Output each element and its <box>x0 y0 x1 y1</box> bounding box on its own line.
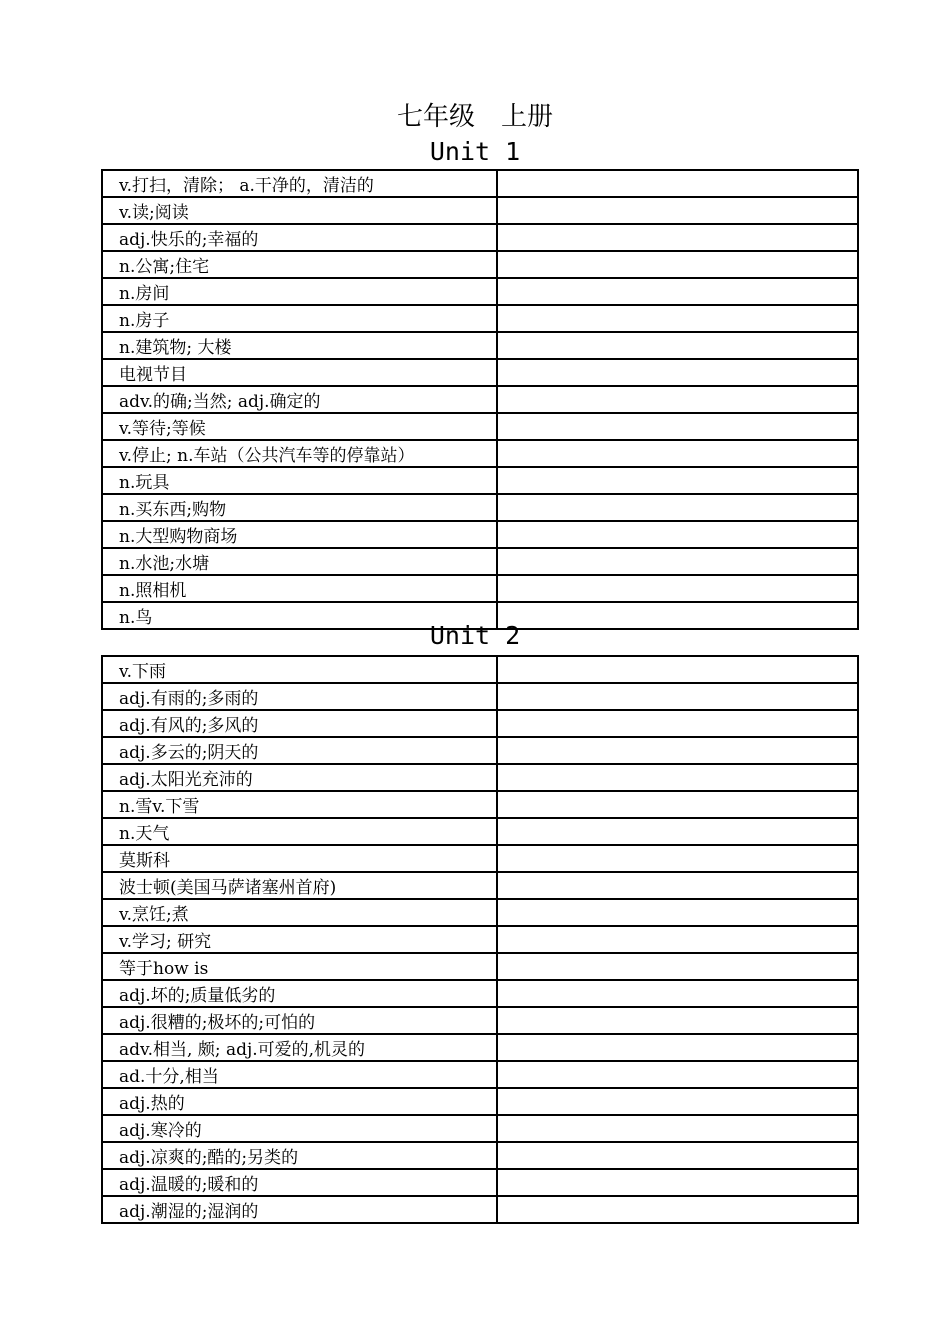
definition-cell: adj.温暖的;暖和的 <box>102 1169 497 1196</box>
definition-cell: 莫斯科 <box>102 845 497 872</box>
vocab-row <box>102 1088 858 1115</box>
definition-cell: n.房子 <box>102 305 497 332</box>
page-title: 七年级 上册 <box>396 102 553 132</box>
answer-cell[interactable] <box>497 197 858 224</box>
answer-cell[interactable] <box>497 359 858 386</box>
unit-2-vocab-table <box>101 655 859 1224</box>
vocab-row <box>102 197 858 224</box>
vocab-row <box>102 1115 858 1142</box>
vocab-row <box>102 386 858 413</box>
definition-cell: adj.潮湿的;湿润的 <box>102 1196 497 1223</box>
definition-cell: v.学习; 研究 <box>102 926 497 953</box>
answer-cell[interactable] <box>497 332 858 359</box>
definition-cell: n.鸟 <box>102 602 497 629</box>
answer-cell[interactable] <box>497 413 858 440</box>
definition-cell: v.下雨 <box>102 656 497 683</box>
vocab-row <box>102 953 858 980</box>
vocab-row <box>102 413 858 440</box>
answer-cell[interactable] <box>497 278 858 305</box>
answer-cell[interactable] <box>497 980 858 1007</box>
vocab-row <box>102 305 858 332</box>
vocab-row <box>102 845 858 872</box>
vocab-row <box>102 899 858 926</box>
answer-cell[interactable] <box>497 1169 858 1196</box>
definition-cell: n.水池;水塘 <box>102 548 497 575</box>
answer-cell[interactable] <box>497 305 858 332</box>
vocab-row <box>102 818 858 845</box>
vocab-row <box>102 683 858 710</box>
definition-cell: adj.很糟的;极坏的;可怕的 <box>102 1007 497 1034</box>
answer-cell[interactable] <box>497 251 858 278</box>
vocab-row <box>102 278 858 305</box>
answer-cell[interactable] <box>497 521 858 548</box>
answer-cell[interactable] <box>497 467 858 494</box>
answer-cell[interactable] <box>497 818 858 845</box>
definition-cell: adv.相当, 颇; adj.可爱的,机灵的 <box>102 1034 497 1061</box>
definition-cell: n.房间 <box>102 278 497 305</box>
vocab-row <box>102 251 858 278</box>
answer-cell[interactable] <box>497 926 858 953</box>
answer-cell[interactable] <box>497 1088 858 1115</box>
definition-cell: adj.有雨的;多雨的 <box>102 683 497 710</box>
vocab-row <box>102 1034 858 1061</box>
answer-cell[interactable] <box>497 386 858 413</box>
answer-cell[interactable] <box>497 548 858 575</box>
answer-cell[interactable] <box>497 845 858 872</box>
answer-cell[interactable] <box>497 953 858 980</box>
definition-cell: adj.太阳光充沛的 <box>102 764 497 791</box>
answer-cell[interactable] <box>497 1115 858 1142</box>
definition-cell: n.建筑物; 大楼 <box>102 332 497 359</box>
definition-cell: n.大型购物商场 <box>102 521 497 548</box>
definition-cell: v.读;阅读 <box>102 197 497 224</box>
answer-cell[interactable] <box>497 440 858 467</box>
definition-cell: adv.的确;当然; adj.确定的 <box>102 386 497 413</box>
definition-cell: adj.坏的;质量低劣的 <box>102 980 497 1007</box>
vocab-row <box>102 791 858 818</box>
answer-cell[interactable] <box>497 1061 858 1088</box>
definition-cell: v.停止; n.车站（公共汽车等的停靠站） <box>102 440 497 467</box>
vocab-row <box>102 332 858 359</box>
vocab-row <box>102 575 858 602</box>
vocab-row <box>102 980 858 1007</box>
vocab-row <box>102 494 858 521</box>
definition-cell: 等于how is <box>102 953 497 980</box>
answer-cell[interactable] <box>497 1196 858 1223</box>
vocab-row <box>102 467 858 494</box>
answer-cell[interactable] <box>497 170 858 197</box>
definition-cell: 电视节目 <box>102 359 497 386</box>
answer-cell[interactable] <box>497 656 858 683</box>
vocab-row <box>102 1142 858 1169</box>
answer-cell[interactable] <box>497 1007 858 1034</box>
vocab-row <box>102 440 858 467</box>
definition-cell: adj.快乐的;幸福的 <box>102 224 497 251</box>
definition-cell: n.天气 <box>102 818 497 845</box>
vocab-row <box>102 224 858 251</box>
definition-cell: n.买东西;购物 <box>102 494 497 521</box>
vocab-row <box>102 170 858 197</box>
vocab-row <box>102 548 858 575</box>
vocab-row <box>102 710 858 737</box>
definition-cell: n.玩具 <box>102 467 497 494</box>
unit-1-title: Unit 1 <box>429 137 521 166</box>
answer-cell[interactable] <box>497 494 858 521</box>
vocab-row <box>102 764 858 791</box>
definition-cell: adj.凉爽的;酷的;另类的 <box>102 1142 497 1169</box>
definition-cell: n.雪v.下雪 <box>102 791 497 818</box>
definition-cell: n.公寓;住宅 <box>102 251 497 278</box>
answer-cell[interactable] <box>497 710 858 737</box>
vocab-row <box>102 872 858 899</box>
vocab-row <box>102 521 858 548</box>
definition-cell: adj.热的 <box>102 1088 497 1115</box>
answer-cell[interactable] <box>497 224 858 251</box>
definition-cell: v.打扫，清除； a.干净的，清洁的 <box>102 170 497 197</box>
vocab-row <box>102 1196 858 1223</box>
vocab-row <box>102 1007 858 1034</box>
vocab-row <box>102 1061 858 1088</box>
answer-cell[interactable] <box>497 764 858 791</box>
answer-cell[interactable] <box>497 575 858 602</box>
definition-cell: adj.多云的;阴天的 <box>102 737 497 764</box>
vocab-row <box>102 1169 858 1196</box>
unit-2-title: Unit 2 <box>429 621 521 650</box>
vocab-row <box>102 359 858 386</box>
unit-1-vocab-table <box>101 169 859 630</box>
answer-cell[interactable] <box>497 1142 858 1169</box>
vocab-row <box>102 656 858 683</box>
definition-cell: adj.有风的;多风的 <box>102 710 497 737</box>
vocab-row <box>102 926 858 953</box>
definition-cell: v.烹饪;煮 <box>102 899 497 926</box>
answer-cell[interactable] <box>497 737 858 764</box>
definition-cell: v.等待;等候 <box>102 413 497 440</box>
answer-cell[interactable] <box>497 683 858 710</box>
definition-cell: 波士顿(美国马萨诸塞州首府) <box>102 872 497 899</box>
definition-cell: ad.十分,相当 <box>102 1061 497 1088</box>
definition-cell: adj.寒冷的 <box>102 1115 497 1142</box>
answer-cell[interactable] <box>497 872 858 899</box>
definition-cell: n.照相机 <box>102 575 497 602</box>
answer-cell[interactable] <box>497 791 858 818</box>
answer-cell[interactable] <box>497 1034 858 1061</box>
vocab-row <box>102 737 858 764</box>
answer-cell[interactable] <box>497 899 858 926</box>
